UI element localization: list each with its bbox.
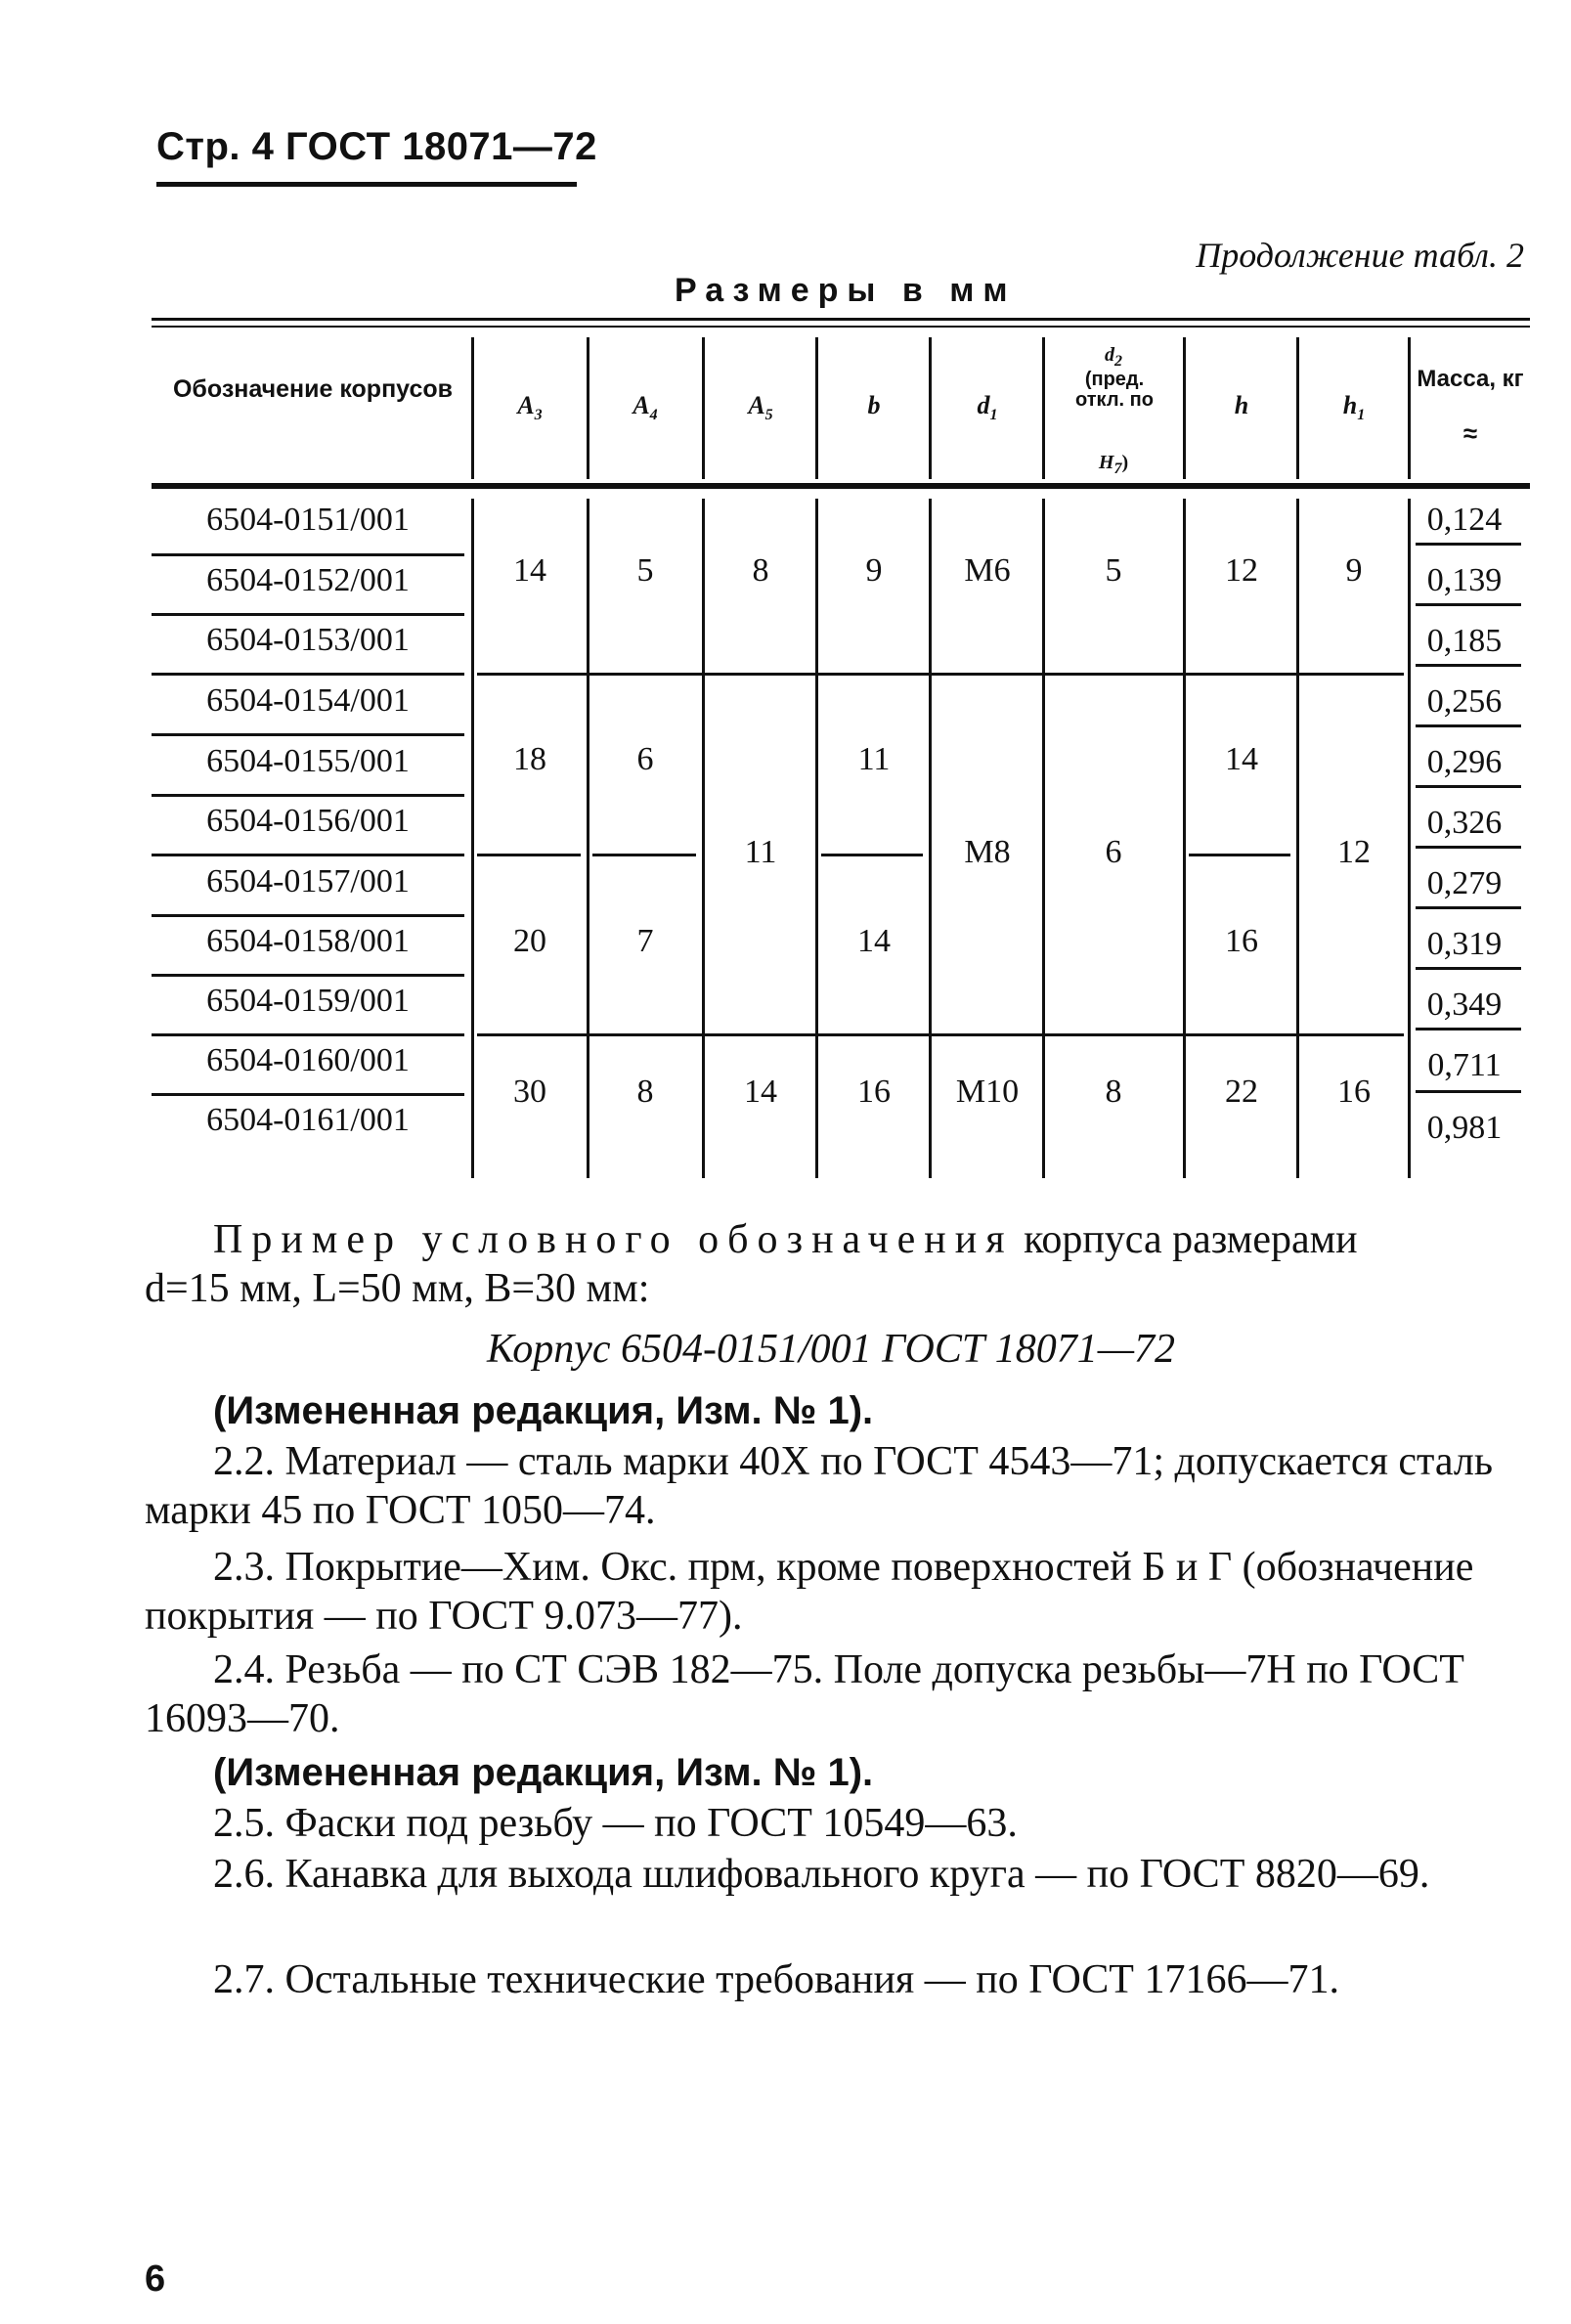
col-divider (929, 337, 932, 479)
mass-cell: 0,326 (1426, 805, 1503, 841)
group-rule (477, 1033, 1404, 1036)
header-A4: $A_4$ (633, 391, 658, 424)
cell-h1: 12 (1337, 834, 1371, 870)
header-h: h (1234, 391, 1249, 419)
cell-h: 12 (1225, 552, 1258, 589)
row-rule (152, 854, 464, 856)
row-rule (152, 974, 464, 977)
col-divider (1042, 499, 1045, 1178)
col-divider (1408, 337, 1411, 479)
row-rule (152, 553, 464, 556)
row-rule (1416, 1028, 1521, 1030)
col-divider (815, 337, 818, 479)
header-d2: $d_2$ (1105, 344, 1122, 370)
designation-cell: 6504-0158/001 (206, 923, 410, 959)
mass-cell: 0,124 (1426, 502, 1503, 538)
cell-h1: 9 (1345, 552, 1363, 589)
mass-cell: 0,349 (1426, 987, 1503, 1023)
designation-cell: 6504-0159/001 (206, 983, 410, 1019)
clause-2-7: 2.7. Остальные технические требования — по ГОСТ 17166—71. (213, 1957, 1339, 2002)
group-rule (1189, 854, 1290, 856)
designation-cell: 6504-0157/001 (206, 863, 410, 899)
table-continuation-label: Продолжение табл. 2 (1196, 236, 1524, 275)
page-header: Стр. 4 ГОСТ 18071—72 (156, 125, 597, 168)
header-designation: Обозначение корпусов (172, 375, 454, 403)
example-paragraph: Пример условного обозначения корпуса размерами (213, 1217, 1358, 1262)
designation-cell: 6504-0156/001 (206, 803, 410, 839)
row-rule (1416, 785, 1521, 788)
header-A3: $A_3$ (517, 391, 543, 424)
row-rule (1416, 1090, 1521, 1093)
group-rule (477, 854, 581, 856)
cell-d1: М10 (955, 1074, 1020, 1110)
col-divider (1296, 337, 1299, 479)
mass-cell: 0,185 (1426, 623, 1503, 659)
table-top-rule (152, 318, 1530, 321)
col-divider (1042, 337, 1045, 479)
revision-note: (Измененная редакция, Изм. № 1). (213, 1389, 874, 1432)
cell-A3: 18 (513, 741, 546, 777)
header-d2-note: (пред. откл. по (1075, 369, 1154, 411)
cell-d1: М6 (964, 552, 1011, 589)
row-rule (152, 733, 464, 736)
designation-cell: 6504-0161/001 (206, 1102, 410, 1138)
table-units-label: Размеры в мм (675, 272, 1017, 309)
header-d1: $d_1$ (977, 391, 998, 424)
example-dimensions: d=15 мм, L=50 мм, B=30 мм: (145, 1266, 650, 1311)
cell-d2: 5 (1105, 552, 1122, 589)
row-rule (152, 613, 464, 616)
mass-cell: 0,139 (1426, 562, 1503, 598)
cell-A5: 14 (744, 1074, 777, 1110)
header-b: b (867, 391, 881, 419)
cell-b: 11 (857, 741, 891, 777)
col-divider (587, 337, 589, 479)
col-divider (702, 499, 705, 1178)
designation-cell: 6504-0160/001 (206, 1042, 410, 1078)
cell-A3: 14 (513, 552, 546, 589)
mass-cell: 0,296 (1426, 744, 1503, 780)
clause-2-5: 2.5. Фаски под резьбу — по ГОСТ 10549—63. (213, 1801, 1018, 1846)
clause-2-4: 2.4. Резьба — по СТ СЭВ 182—75. Поле допуска резьбы—7H по ГОСТ 16093—70. (145, 1647, 1464, 1741)
cell-b: 9 (865, 552, 883, 589)
col-divider (1296, 499, 1299, 1178)
row-rule (1416, 543, 1521, 546)
designation-cell: 6504-0153/001 (206, 622, 410, 658)
cell-b: 14 (857, 923, 891, 959)
designation-cell: 6504-0152/001 (206, 562, 410, 598)
group-rule (592, 854, 696, 856)
mass-cell: 0,981 (1426, 1110, 1503, 1146)
cell-A5: 8 (752, 552, 769, 589)
col-divider (815, 499, 818, 1178)
header-rule (156, 182, 577, 187)
row-rule (1416, 967, 1521, 970)
header-mass: Масса, кг (1417, 366, 1524, 392)
cell-A4: 5 (636, 552, 654, 589)
cell-A4: 8 (636, 1074, 654, 1110)
mass-cell: 0,319 (1426, 926, 1503, 962)
cell-b: 16 (857, 1074, 891, 1110)
cell-A5: 11 (744, 834, 777, 870)
row-rule (1416, 906, 1521, 909)
clause-2-6: 2.6. Канавка для выхода шлифовального круга — по ГОСТ 8820—69. (213, 1852, 1430, 1897)
row-rule (152, 794, 464, 797)
cell-A4: 6 (636, 741, 654, 777)
table-top-rule-2 (152, 326, 1530, 328)
cell-d2: 8 (1105, 1074, 1122, 1110)
designation-cell: 6504-0151/001 (206, 502, 410, 538)
mass-cell: 0,711 (1427, 1047, 1502, 1083)
cell-A4: 7 (636, 923, 654, 959)
designation-cell: 6504-0155/001 (206, 743, 410, 779)
clause-2-2: 2.2. Материал — сталь марки 40Х по ГОСТ 4543—71; допускается сталь марки 45 по ГОСТ 1050—74. (145, 1439, 1494, 1533)
clause-2-3: 2.3. Покрытие—Хим. Окс. прм, кроме поверхностей Б и Г (обозначение покрытия — по ГОСТ 9.073—77). (145, 1545, 1474, 1639)
cell-h: 14 (1225, 741, 1258, 777)
cell-A3: 20 (513, 923, 546, 959)
row-rule (1416, 664, 1521, 667)
mass-cell: 0,279 (1426, 865, 1503, 901)
col-divider (471, 499, 474, 1178)
row-rule (1416, 846, 1521, 849)
revision-note: (Измененная редакция, Изм. № 1). (213, 1751, 874, 1794)
col-divider (1183, 499, 1186, 1178)
cell-h: 22 (1225, 1074, 1258, 1110)
cell-h: 16 (1225, 923, 1258, 959)
header-mass-approx: ≈ (1462, 418, 1478, 448)
header-bottom-rule (152, 483, 1530, 489)
row-rule (152, 914, 464, 917)
col-divider (929, 499, 932, 1178)
col-divider (471, 337, 474, 479)
header-A5: $A_5$ (748, 391, 773, 424)
row-rule (152, 1093, 464, 1096)
cell-A3: 30 (513, 1074, 546, 1110)
row-rule (1416, 603, 1521, 606)
col-divider (1183, 337, 1186, 479)
page-number: 6 (145, 2258, 166, 2300)
group-rule (821, 854, 923, 856)
col-divider (702, 337, 705, 479)
cell-d1: М8 (964, 834, 1011, 870)
row-rule (152, 1033, 464, 1036)
header-d2-tolerance: $H_7$) (1098, 452, 1129, 477)
example-designation: Корпус 6504-0151/001 ГОСТ 18071—72 (486, 1327, 1176, 1372)
header-h1: $h_1$ (1342, 391, 1366, 424)
col-divider (587, 499, 589, 1178)
cell-d2: 6 (1105, 834, 1122, 870)
designation-cell: 6504-0154/001 (206, 682, 410, 719)
mass-cell: 0,256 (1426, 683, 1503, 720)
row-rule (1416, 724, 1521, 727)
group-rule (477, 673, 1404, 676)
cell-h1: 16 (1337, 1074, 1371, 1110)
row-rule (152, 673, 464, 676)
